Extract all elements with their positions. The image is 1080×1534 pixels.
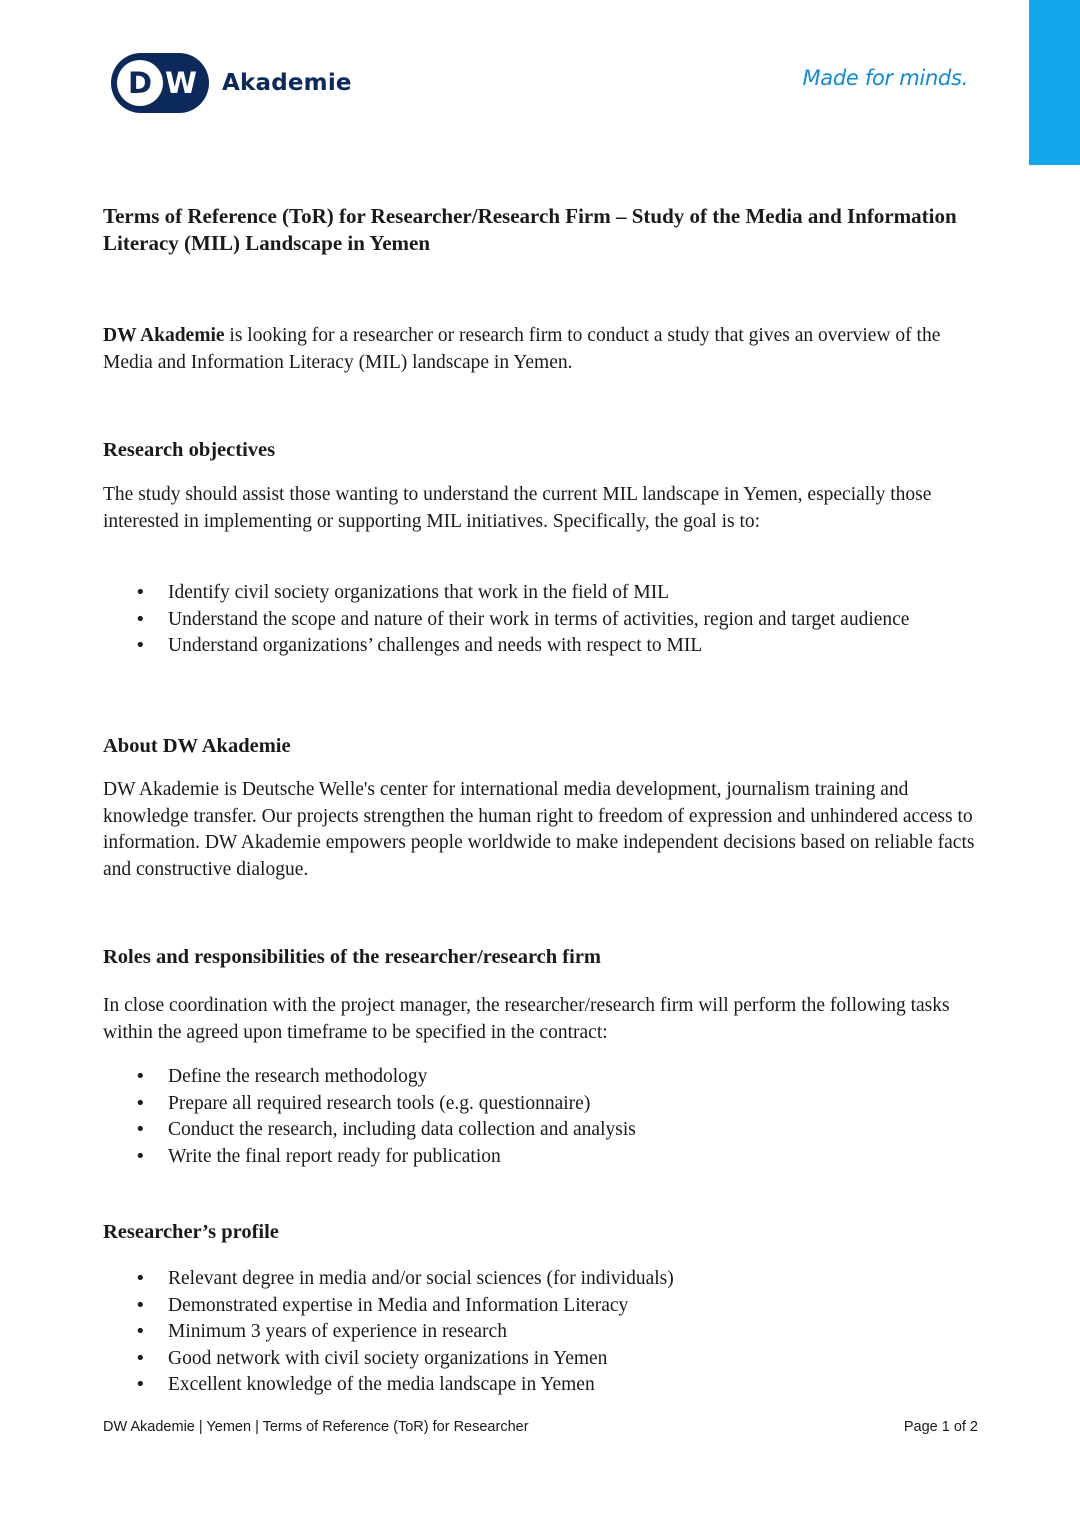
logo-wordmark: Akademie [222, 70, 352, 96]
svg-text:D: D [127, 66, 153, 100]
slogan: Made for minds. [802, 66, 968, 90]
objectives-list [103, 580, 983, 660]
list-item: • Minimum 3 years of experience in research [103, 1319, 983, 1346]
footer-text: DW Akademie | Yemen | Terms of Reference (ToR) for Researcher [103, 1419, 529, 1435]
roles-list [103, 1064, 983, 1170]
list-item: • Define the research methodology [103, 1064, 983, 1091]
list-item: • Prepare all required research tools (e.g. questionnaire) [103, 1091, 983, 1118]
intro-text: is looking for a researcher or research firm to conduct a study that gives an overview of the Media and Information Literacy (MIL) landscape in Yemen. [103, 325, 941, 373]
profile-heading: Researcher’s profile [103, 1221, 279, 1243]
document-title: Terms of Reference (ToR) for Researcher/Research Firm – Study of the Media and Information Literacy (MIL) Landscape in Yemen [103, 204, 957, 255]
list-item: • Demonstrated expertise in Media and Information Literacy [103, 1293, 983, 1320]
intro-org-name: DW Akademie [103, 325, 225, 346]
objectives-heading: Research objectives [103, 439, 276, 461]
list-item: • Understand the scope and nature of their work in terms of activities, region and target audience [103, 607, 983, 634]
list-item: • Good network with civil society organizations in Yemen [103, 1346, 983, 1373]
list-item: • Conduct the research, including data collection and analysis [103, 1117, 983, 1144]
objectives-paragraph: The study should assist those wanting to understand the current MIL landscape in Yemen, especially those interested in implementing or supporting MIL initiatives. Specifically, the goal is to: [103, 484, 932, 532]
list-item: • Understand organizations’ challenges and needs with respect to MIL [103, 633, 983, 660]
list-item: • Write the final report ready for publication [103, 1144, 983, 1171]
profile-list [103, 1266, 983, 1399]
list-item: • Excellent knowledge of the media landscape in Yemen [103, 1372, 983, 1399]
roles-heading: Roles and responsibilities of the researcher/research firm [103, 946, 602, 968]
svg-text:W: W [165, 66, 197, 100]
intro-paragraph [103, 323, 983, 376]
list-item: • Relevant degree in media and/or social sciences (for individuals) [103, 1266, 983, 1293]
roles-paragraph: In close coordination with the project manager, the researcher/research firm will perform the following tasks within the agreed upon timeframe to be specified in the contract: [103, 995, 950, 1043]
dw-akademie-logo [110, 52, 352, 114]
about-heading: About DW Akademie [103, 735, 291, 757]
about-paragraph: DW Akademie is Deutsche Welle's center for international media development, journalism training and knowledge transfer. Our projects strengthen the human right to freedom of expression and unhindered access to information. DW Akademie empowers people worldwide to make independent decisions based on reliable facts and constructive dialogue. [103, 779, 975, 880]
page-number: Page 1 of 2 [903, 1419, 978, 1435]
list-item: • Identify civil society organizations that work in the field of MIL [103, 580, 983, 607]
blue-corner-tab [1029, 0, 1080, 165]
dw-logo-icon [110, 52, 210, 114]
